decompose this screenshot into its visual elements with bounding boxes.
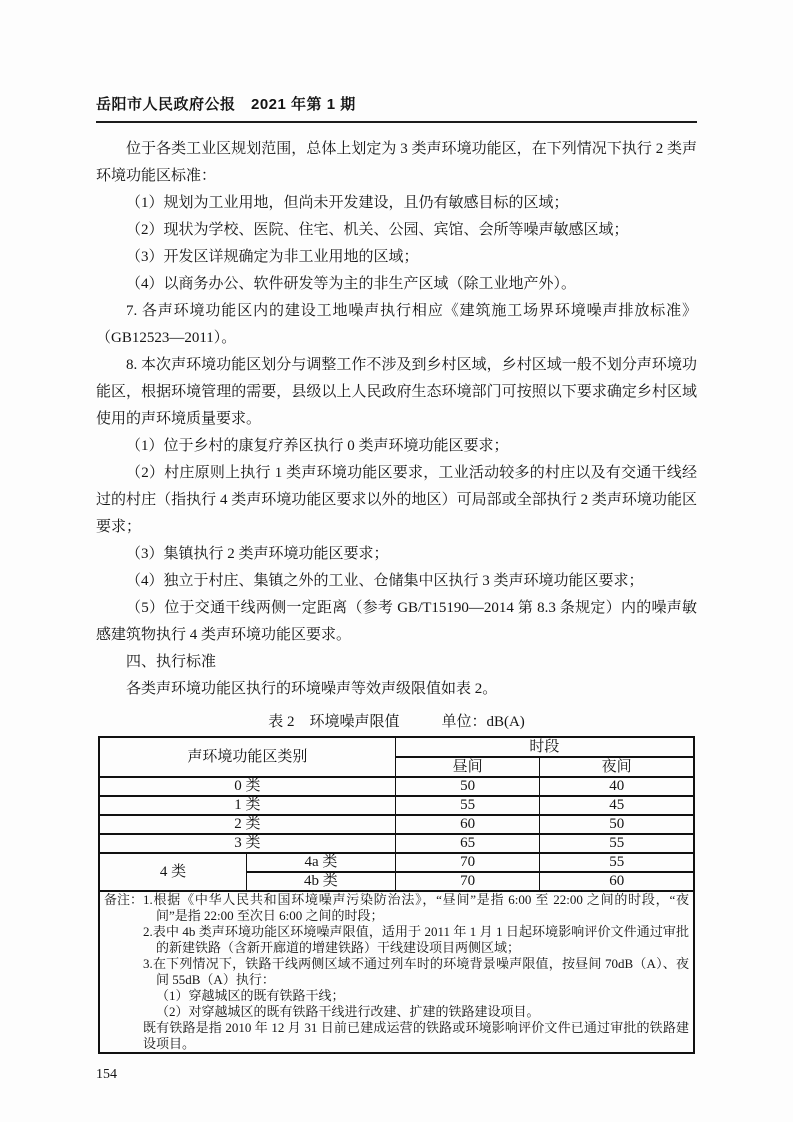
cell-night: 55 <box>540 834 694 853</box>
cell-day: 50 <box>395 777 540 796</box>
note-item: 3.在下列情况下，铁路干线两侧区域不通过列车时的环境背景噪声限值，按昼间 70dB（A）、夜间 55dB（A）执行： <box>143 956 689 987</box>
cell-subcategory: 4a 类 <box>247 853 396 872</box>
cell-day: 60 <box>395 815 540 834</box>
section-heading: 四、执行标准 <box>126 654 217 670</box>
body-paragraph: 各类声环境功能区执行的环境噪声等效声级限值如表 2。 <box>126 681 498 697</box>
table-row <box>99 834 694 853</box>
cell-night: 55 <box>540 853 694 872</box>
cell-day: 70 <box>395 853 540 872</box>
body-paragraph: 7. 各声环境功能区内的建设工地噪声执行相应《建筑施工场界环境噪声排放标准》（GB12523—2011）。 <box>96 303 697 346</box>
body-paragraph: 位于各类工业区规划范围，总体上划定为 3 类声环境功能区，在下列情况下执行 2 类声环境功能区标准： <box>96 141 697 184</box>
cell-day: 70 <box>395 872 540 891</box>
note-item: 2.表中 4b 类声环境功能区环境噪声限值，适用于 2011 年 1 月 1 日起环境影响评价文件通过审批的新建铁路（含新开廊道的增建铁路）干线建设项目两侧区域； <box>143 924 689 955</box>
cell-category: 0 类 <box>99 777 395 796</box>
table-note-cell <box>99 891 694 1053</box>
table-caption-unit: 单位：dB(A) <box>441 714 525 730</box>
cell-night: 45 <box>540 796 694 815</box>
col-header-night: 夜间 <box>540 757 694 777</box>
noise-limit-table <box>98 736 695 1054</box>
body-paragraph: （5）位于交通干线两侧一定距离（参考 GB/T15190—2014 第 8.3 条规定）内的噪声敏感建筑物执行 4 类声环境功能区要求。 <box>96 600 697 643</box>
table-row <box>99 853 694 872</box>
body-paragraph: （2）村庄原则上执行 1 类声环境功能区要求，工业活动较多的村庄以及有交通干线经过的村庄（指执行 4 类声环境功能区要求以外的地区）可局部或全部执行 2 类声环境功能区要求； <box>96 465 697 535</box>
cell-day: 55 <box>395 796 540 815</box>
note-item: 既有铁路是指 2010 年 12 月 31 日前已建成运营的铁路或环境影响评价文件已通过审批的铁路建设项目。 <box>143 1020 689 1051</box>
body-paragraph: （3）集镇执行 2 类声环境功能区要求； <box>126 546 389 562</box>
table-header-row <box>99 737 694 757</box>
note-item: （2）对穿越城区的既有铁路干线进行改建、扩建的铁路建设项目。 <box>156 1004 540 1019</box>
cell-day: 65 <box>395 834 540 853</box>
note-label: 备注： <box>104 892 144 907</box>
gazette-header: 岳阳市人民政府公报 2021 年第 1 期 <box>96 93 697 123</box>
body-paragraph: （1）规划为工业用地，但尚未开发建设，且仍有敏感目标的区域； <box>126 195 569 211</box>
table-row <box>99 796 694 815</box>
body-paragraph: （1）位于乡村的康复疗养区执行 0 类声环境功能区要求； <box>126 438 509 454</box>
note-item: （1）穿越城区的既有铁路干线； <box>156 988 345 1003</box>
body-paragraph: 8. 本次声环境功能区划分与调整工作不涉及到乡村区域，乡村区域一般不划分声环境功能区，根据环境管理的需要，县级以上人民政府生态环境部门可按照以下要求确定乡村区域使用的声环境质量要求。 <box>96 357 697 427</box>
col-header-period: 时段 <box>395 737 694 757</box>
cell-night: 60 <box>540 872 694 891</box>
body-paragraph: （2）现状为学校、医院、住宅、机关、公园、宾馆、会所等噪声敏感区域； <box>126 222 629 238</box>
note-items <box>143 892 689 1052</box>
col-header-category: 声环境功能区类别 <box>99 737 395 777</box>
body-paragraph: （4）独立于村庄、集镇之外的工业、仓储集中区执行 3 类声环境功能区要求； <box>126 573 644 589</box>
table-row <box>99 815 694 834</box>
note-item: 1.根据《中华人民共和国环境噪声污染防治法》，“昼间”是指 6:00 至 22:00 之间的时段，“夜间”是指 22:00 至次日 6:00 之间的时段； <box>143 892 689 923</box>
cell-night: 50 <box>540 815 694 834</box>
cell-category: 1 类 <box>99 796 395 815</box>
cell-category-class4: 4 类 <box>99 853 247 891</box>
table-caption-title: 表 2 环境噪声限值 <box>268 714 400 730</box>
cell-subcategory: 4b 类 <box>247 872 396 891</box>
col-header-day: 昼间 <box>395 757 540 777</box>
body-paragraph: （4）以商务办公、软件研发等为主的非生产区域（除工业地产外）。 <box>126 276 577 292</box>
cell-category: 3 类 <box>99 834 395 853</box>
cell-night: 40 <box>540 777 694 796</box>
table-row <box>99 777 694 796</box>
table-caption <box>96 710 697 731</box>
page-number: 154 <box>96 1067 117 1082</box>
cell-category: 2 类 <box>99 815 395 834</box>
table-note-row <box>99 891 694 1053</box>
body-paragraph: （3）开发区详规确定为非工业用地的区域； <box>126 249 419 265</box>
document-body <box>96 136 697 703</box>
